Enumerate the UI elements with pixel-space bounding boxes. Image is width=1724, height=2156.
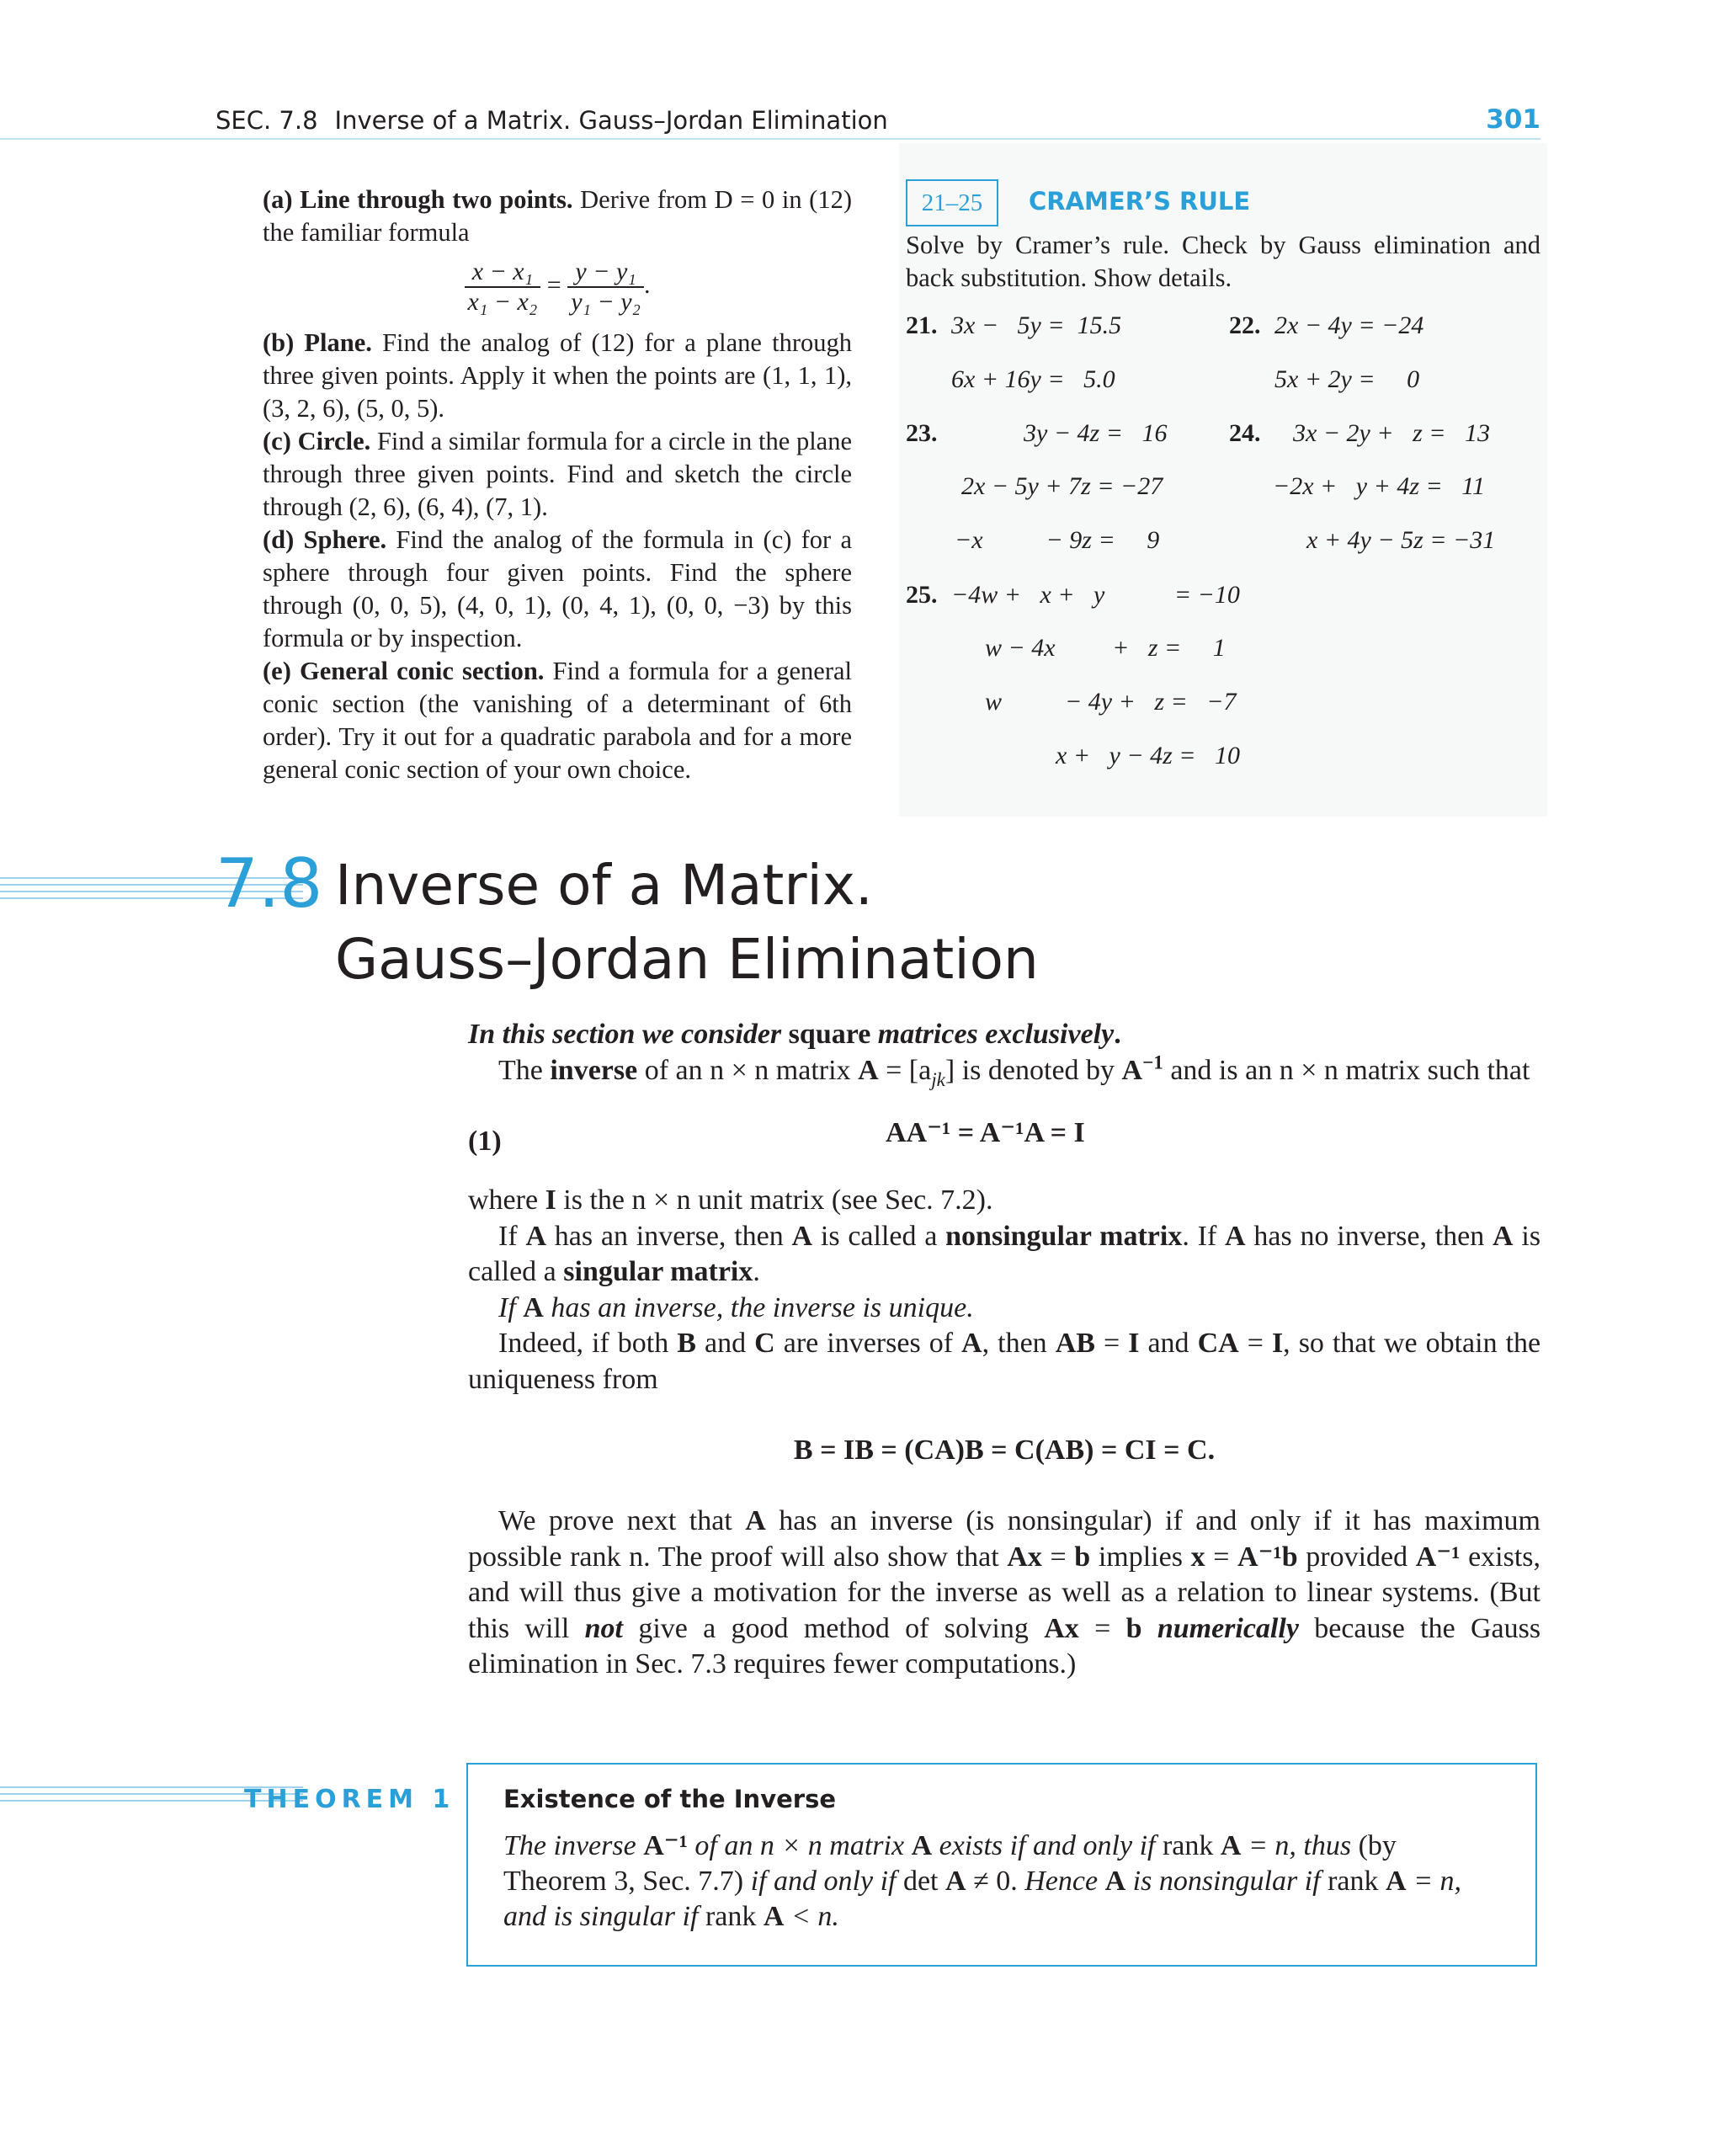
text: where — [468, 1184, 539, 1216]
vector-symbol: b — [1074, 1541, 1091, 1573]
running-title: Inverse of a Matrix. Gauss–Jordan Elimination — [334, 106, 888, 135]
equation-1 — [468, 1089, 1540, 1183]
text: = — [1050, 1541, 1067, 1573]
problem-24-eq1: 3x − 2y + z = 13 — [1293, 419, 1491, 447]
running-head — [216, 106, 888, 135]
text: The — [498, 1054, 543, 1086]
matrix-symbol: A — [523, 1291, 544, 1323]
problem-e-text: Find a formula for a general conic section (the vanishing of a determinant of 6th order). Try it out for a quadratic parabola and for a more general conic section of your own choice. — [263, 657, 852, 784]
vector-symbol: x — [1190, 1541, 1205, 1573]
text: = — [1103, 1328, 1120, 1359]
matrix-symbol: A⁻¹ — [643, 1830, 688, 1861]
matrix-symbol: A — [961, 1328, 982, 1359]
problem-25-eq3: w − 4y + z = −7 — [985, 688, 1237, 716]
paragraph-nonsingular — [468, 1219, 1540, 1291]
exercise-heading: CRAMER’S RULE — [1029, 187, 1251, 216]
text: is the n × n unit matrix (see Sec. 7.2). — [563, 1184, 993, 1216]
problem-25-eq4: x + y − 4z = 10 — [1056, 742, 1241, 769]
formula-lhs — [465, 258, 541, 317]
paragraph-uniqueness-claim — [468, 1291, 1540, 1327]
text: because the Gauss elimination in Sec. 7.3 requires fewer computations.) — [468, 1612, 1541, 1680]
matrix-symbol: A — [1220, 1830, 1242, 1861]
text: det — [902, 1866, 939, 1897]
matrix-symbol: CA — [1197, 1328, 1239, 1359]
problem-25-number: 25. — [906, 581, 938, 609]
text: and — [1147, 1328, 1189, 1359]
formula-period: . — [643, 270, 651, 299]
text: rank — [705, 1901, 757, 1932]
text: = [a — [886, 1054, 932, 1086]
text: = n, and is singular if — [503, 1866, 1462, 1932]
problem-24-eq2: −2x + y + 4z = 11 — [1273, 472, 1486, 500]
problem-21-eq1: 3x − 5y = 15.5 — [951, 311, 1122, 339]
matrix-symbol: A — [525, 1220, 546, 1252]
line-formula — [263, 258, 852, 317]
formula-lhs-numerator: x − x₁ — [465, 258, 541, 288]
paragraph-rank-motivation — [468, 1504, 1540, 1683]
problem-d — [263, 524, 852, 655]
problem-23-number: 23. — [906, 419, 938, 447]
problem-23-eq3: −x − 9z = 9 — [955, 526, 1160, 554]
matrix-symbol: A — [1121, 1054, 1143, 1086]
subscript: jk — [931, 1068, 945, 1091]
text: has an inverse, the inverse is unique. — [551, 1291, 974, 1323]
text: and — [705, 1328, 747, 1359]
text: and is an n × n matrix such that — [1170, 1054, 1530, 1086]
section-title-line1: Inverse of a Matrix. — [335, 853, 873, 918]
matrix-symbol: Ax — [1007, 1541, 1042, 1573]
matrix-symbol: A — [1104, 1866, 1126, 1897]
formula-rhs — [567, 258, 644, 317]
formula-equals: = — [546, 270, 561, 299]
theorem-label: THEOREM 1 — [244, 1785, 455, 1814]
text: give a good method of solving — [638, 1612, 1029, 1644]
emphasis-numerically: numerically — [1157, 1612, 1299, 1644]
exercise-range-box: 21–25 — [906, 179, 998, 226]
vector-symbol: b — [1125, 1612, 1142, 1644]
problem-21-eq2: 6x + 16y = 5.0 — [951, 365, 1115, 393]
text: if and only if — [750, 1866, 897, 1897]
text: has no inverse, then — [1253, 1220, 1485, 1252]
matrix-symbol: A⁻¹ — [1415, 1541, 1461, 1573]
matrix-symbol: A — [858, 1054, 879, 1086]
matrix-symbol: A — [791, 1220, 813, 1252]
page-number: 301 — [1486, 104, 1540, 135]
section-body — [468, 1017, 1540, 1683]
intro-part2: matrices exclusively — [877, 1019, 1115, 1050]
matrix-symbol: A — [945, 1866, 966, 1897]
text: = — [1247, 1328, 1264, 1359]
section-title-line2: Gauss–Jordan Elimination — [335, 927, 1039, 992]
exercise-instructions: Solve by Cramer’s rule. Check by Gauss elimination and back substitution. Show details. — [906, 231, 1540, 292]
text: (by Theorem 3, Sec. 7.7) — [503, 1830, 1397, 1897]
text: . If — [1182, 1220, 1217, 1252]
equation-1-math: AA⁻¹ = A⁻¹A = I — [886, 1117, 1085, 1148]
matrix-symbol: B — [677, 1328, 696, 1359]
problem-a-label: (a) Line through two points. — [263, 185, 573, 214]
text: is called a — [820, 1220, 938, 1252]
text: are inverses of — [783, 1328, 954, 1359]
term-inverse: inverse — [550, 1054, 638, 1086]
text: of an n × n matrix — [694, 1830, 905, 1861]
equation-1-label: (1) — [468, 1126, 502, 1157]
text: has an inverse, then — [554, 1220, 784, 1252]
matrix-symbol: A — [763, 1901, 785, 1932]
problem-21-number: 21. — [906, 311, 938, 339]
text: , so that we obtain the uniqueness from — [468, 1328, 1541, 1395]
intro-part1: In this section we consider — [468, 1019, 782, 1050]
problem-a-text: Derive from D = 0 in (12) the familiar formula — [263, 185, 852, 247]
section-title — [335, 849, 1039, 997]
paragraph-uniqueness-proof — [468, 1326, 1540, 1397]
paragraph-unit-matrix — [468, 1183, 1540, 1219]
text: ≠ 0. — [973, 1866, 1018, 1897]
text: has an inverse (is nonsingular) if and only if it has maximum possible rank n. The proof will also show that — [468, 1505, 1540, 1573]
matrix-symbol: A — [745, 1505, 766, 1536]
matrix-symbol: C — [754, 1328, 775, 1359]
text: implies — [1098, 1541, 1183, 1573]
text: ] is denoted by — [944, 1054, 1115, 1086]
matrix-symbol: A — [1225, 1220, 1246, 1252]
text: If — [498, 1220, 518, 1252]
problem-b — [263, 327, 852, 425]
theorem-title: Existence of the Inverse — [503, 1785, 836, 1813]
problem-23-eq2: 2x − 5y + 7z = −27 — [961, 472, 1163, 500]
text: = — [1213, 1541, 1230, 1573]
matrix-symbol: Ax — [1044, 1612, 1079, 1644]
text: exists if and only if — [939, 1830, 1156, 1861]
uniqueness-equation: B = IB = (CA)B = C(AB) = CI = C. — [793, 1435, 1216, 1466]
intro-sentence — [468, 1017, 1540, 1053]
text: exists, and will thus give a motivation for the inverse as well as a relation to linear systems. (But this will — [468, 1541, 1541, 1644]
matrix-symbol: A⁻¹b — [1237, 1541, 1298, 1573]
formula-rhs-denominator: y₁ − y₂ — [571, 288, 641, 316]
problem-22-eq1: 2x − 4y = −24 — [1274, 311, 1424, 339]
term-singular: singular matrix — [563, 1256, 753, 1287]
text: is nonsingular if — [1132, 1866, 1321, 1897]
problem-25-eq1: −4w + x + y = −10 — [951, 581, 1240, 609]
problem-c — [263, 425, 852, 524]
matrix-symbol: I — [545, 1184, 556, 1216]
problem-22-number: 22. — [1229, 311, 1261, 339]
intro-period: . — [1114, 1019, 1121, 1050]
problem-e — [263, 655, 852, 786]
problem-d-text: Find the analog of the formula in (c) for a sphere through four given points. Find the sphere through (0, 0, 5), (4, 0, 1), (0, 4, 1), (0, 0, −3) by this formula or by inspection. — [263, 525, 852, 652]
problem-a — [263, 184, 852, 249]
problem-24-number: 24. — [1229, 419, 1261, 447]
text: The inverse — [503, 1830, 636, 1861]
header-rule — [0, 138, 1540, 140]
text: . — [753, 1256, 760, 1287]
text: = — [1094, 1612, 1111, 1644]
problem-23-eq1: 3y − 4z = 16 — [1024, 419, 1168, 447]
matrix-symbol: A — [911, 1830, 933, 1861]
matrix-symbol: I — [1128, 1328, 1140, 1359]
problem-c-label: (c) Circle. — [263, 427, 371, 455]
section-ref: SEC. 7.8 — [216, 106, 318, 135]
paragraph-inverse-definition — [468, 1053, 1540, 1089]
text: Hence — [1024, 1866, 1099, 1897]
formula-rhs-numerator: y − y₁ — [567, 258, 644, 288]
text: Indeed, if both — [498, 1328, 669, 1359]
text: If — [498, 1291, 516, 1323]
theorem-statement — [503, 1829, 1505, 1935]
text: is called a — [468, 1220, 1541, 1287]
matrix-symbol: AB — [1055, 1328, 1095, 1359]
problem-c-text: Find a similar formula for a circle in the plane through three given points. Find and sketch the circle through (2, 6), (6, 4), (7, 1). — [263, 427, 852, 521]
text: , then — [982, 1328, 1047, 1359]
problem-d-label: (d) Sphere. — [263, 525, 387, 554]
text: rank — [1328, 1866, 1379, 1897]
section-number: 7.8 — [216, 844, 323, 923]
text: < n. — [790, 1901, 839, 1932]
text: = n, thus — [1248, 1830, 1352, 1861]
matrix-symbol: A — [1493, 1220, 1514, 1252]
intro-square: square — [788, 1019, 871, 1050]
matrix-symbol: A — [1386, 1866, 1407, 1897]
emphasis-not: not — [584, 1612, 623, 1644]
problem-list — [263, 184, 852, 786]
text: We prove next that — [498, 1505, 732, 1536]
problem-25-eq2: w − 4x + z = 1 — [985, 634, 1226, 662]
term-nonsingular: nonsingular matrix — [945, 1220, 1183, 1252]
problem-24-eq3: x + 4y − 5z = −31 — [1306, 526, 1496, 554]
problem-22-eq2: 5x + 2y = 0 — [1274, 365, 1420, 393]
text: of an n × n matrix — [644, 1054, 851, 1086]
text: provided — [1306, 1541, 1408, 1573]
problem-e-label: (e) General conic section. — [263, 657, 545, 685]
problem-b-text: Find the analog of (12) for a plane through three given points. Apply it when the points are (1, 1, 1), (3, 2, 6), (5, 0, 5). — [263, 328, 852, 423]
problem-b-label: (b) Plane. — [263, 328, 372, 357]
formula-lhs-denominator: x₁ − x₂ — [467, 288, 538, 316]
text: rank — [1162, 1830, 1214, 1861]
superscript: −1 — [1142, 1051, 1163, 1074]
matrix-symbol: I — [1271, 1328, 1284, 1359]
